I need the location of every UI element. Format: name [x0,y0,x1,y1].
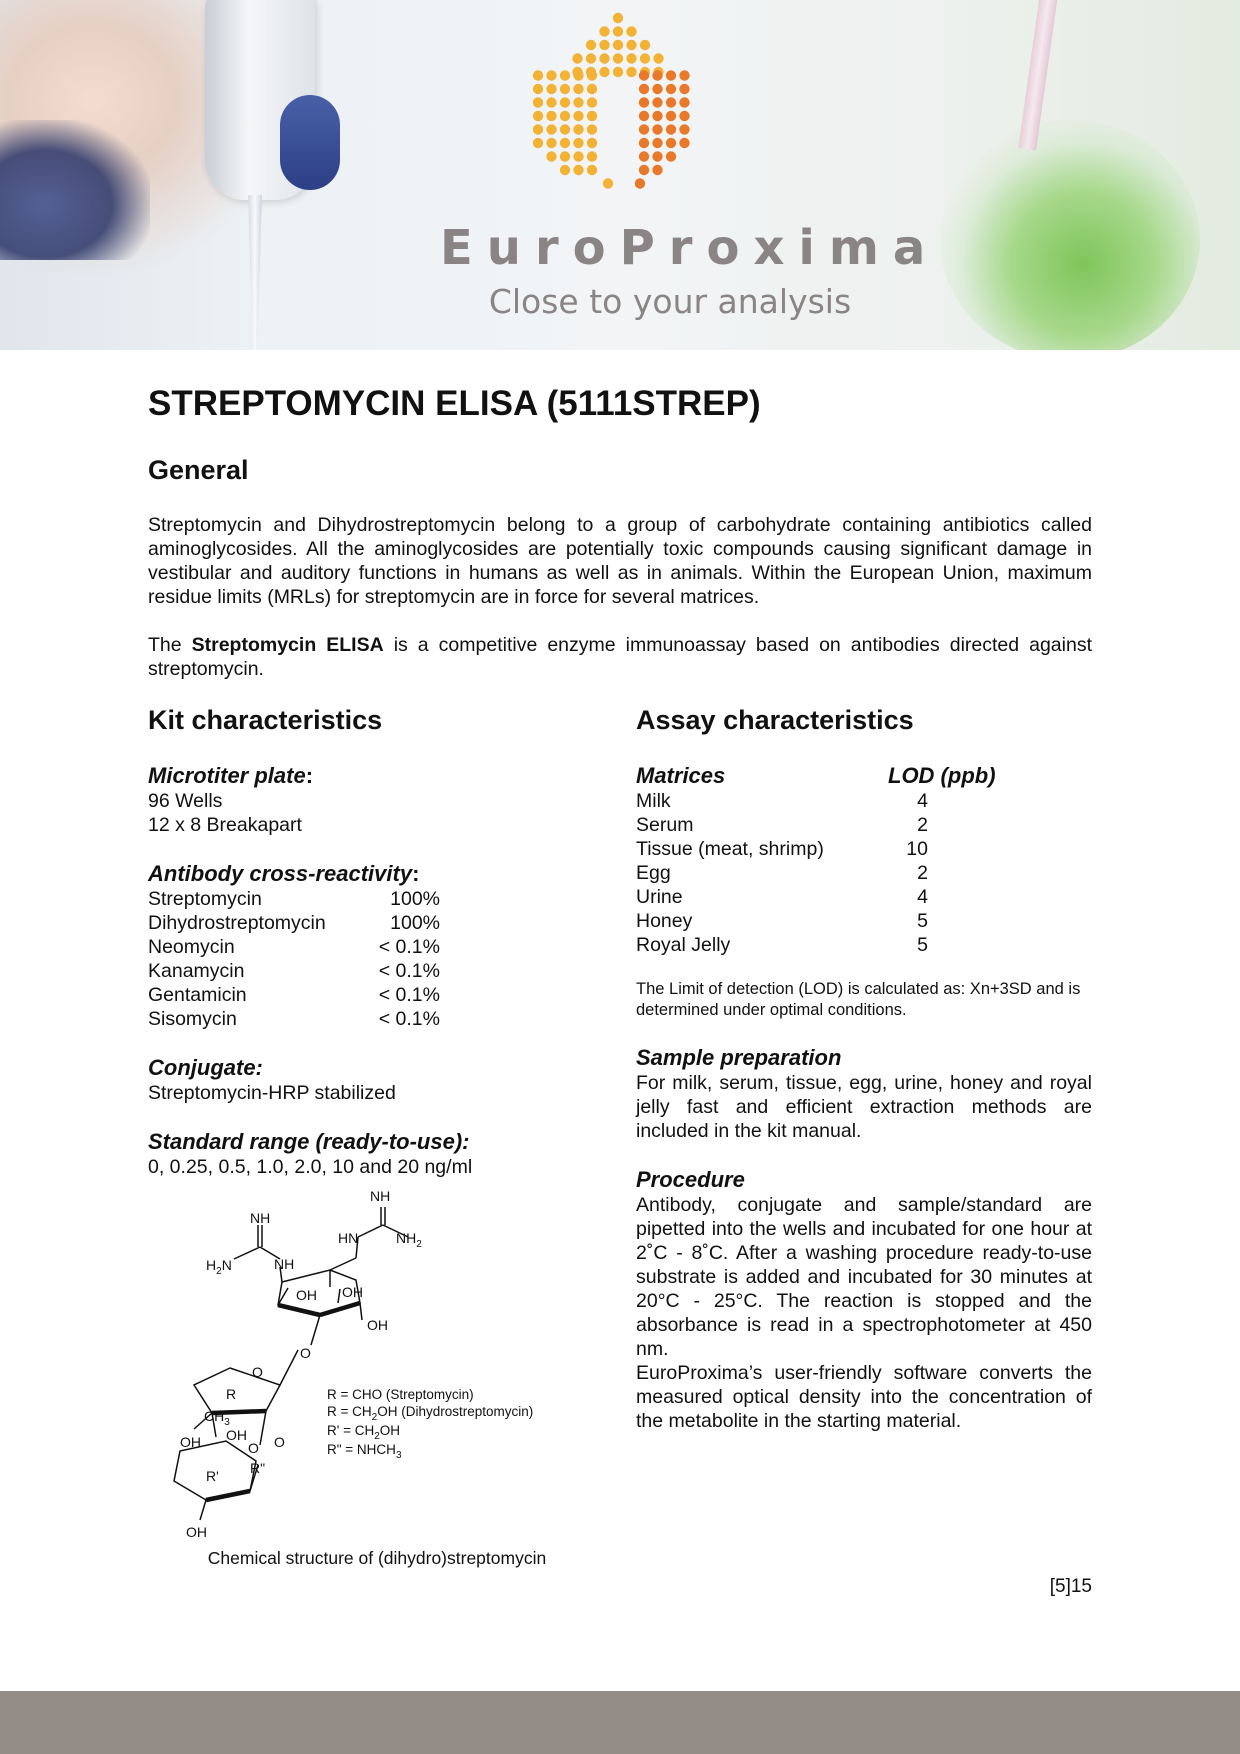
logo-dot [572,53,582,63]
logo-dot [613,53,623,63]
procedure-text-1: Antibody, conjugate and sample/standard are pipetted into the wells and incubated for one hour at 2˚C - 8˚C. After a washing procedure ready-to-use substrate is added and incubated for 30 minutes at 20°C - 25°C. The reaction is stopped and the absorbance is read in a spectrophotometer at 450 nm. [636,1194,1092,1360]
lod-table [636,789,928,957]
logo-dot [560,124,570,134]
matrix-name: Tissue (meat, shrimp) [636,838,824,860]
lod-column-header: LOD (ppb) [888,763,996,788]
logo-dot [546,84,556,94]
logo-dot [546,111,556,121]
struct-label: HN [338,1230,359,1246]
lod-value: 10 [906,838,928,860]
logo-dot [666,138,676,148]
logo-dot [613,40,623,50]
logo-dot [587,111,597,121]
table-row [148,935,440,959]
lod-value: 2 [917,814,928,836]
logo-dot [599,40,609,50]
logo-dot [587,165,597,175]
logo-dot [560,138,570,148]
conjugate-label: Conjugate: [148,1055,263,1080]
struct-label: R" [250,1460,266,1476]
lod-note: The Limit of detection (LOD) is calculated as: Xn+3SD and is determined under optimal conditions. [636,980,1081,1019]
logo-dot [533,70,543,80]
logo-dot [599,53,609,63]
struct-legend: R = CHO (Streptomycin) [327,1387,474,1402]
logo-dot [546,124,556,134]
logo-dot [666,151,676,161]
cr-value: < 0.1% [378,960,440,982]
logo-dot [652,84,662,94]
logo-dot [679,97,689,107]
logo-dot [560,84,570,94]
struct-label: $H_2N$ [206,1257,232,1277]
struct-label: OH [342,1284,363,1300]
struct-label: O [274,1434,285,1450]
struct-label: R' [206,1468,219,1484]
logo-dot [560,165,570,175]
assay-heading: Assay characteristics [636,705,914,735]
logo-dot [573,97,583,107]
struct-label: NH [370,1188,391,1204]
logo-dot [666,111,676,121]
logo-dot [587,97,597,107]
logo-dot [587,138,597,148]
logo-dot [533,111,543,121]
struct-label: O [300,1345,311,1361]
sample-preparation-heading: Sample preparation [636,1045,842,1070]
logo-dot [533,138,543,148]
logo-dot [546,151,556,161]
logo-dot [639,97,649,107]
cr-value: < 0.1% [378,984,440,1006]
cr-name: Gentamicin [148,984,247,1006]
logo-dot [679,111,689,121]
logo-dot [640,40,650,50]
struct-label: O [252,1364,263,1380]
logo-dot [652,70,662,80]
logo-dot [560,111,570,121]
logo-dot [639,165,649,175]
lod-value: 4 [917,790,928,812]
header-banner [0,0,1240,350]
logo-dot [679,84,689,94]
cr-value: 100% [390,912,440,934]
logo-dot [560,70,570,80]
lod-value: 5 [917,934,928,956]
brand-name: EuroProxima [440,220,940,276]
cr-name: Kanamycin [148,960,245,982]
logo-dot [639,70,649,80]
logo-dot [599,67,609,77]
logo-dot [652,138,662,148]
logo-dot [613,26,623,36]
brand-tagline: Close to your analysis [488,282,852,321]
logo-dot [613,67,623,77]
logo-dot [587,70,597,80]
logo-dot [573,111,583,121]
chemical-structure-image [170,1185,590,1545]
logo-dot [587,124,597,134]
table-row [636,789,928,813]
table-row [636,837,928,861]
page-title: STREPTOMYCIN ELISA (5111STREP) [148,384,761,423]
logo-dot [639,151,649,161]
struct-label: $CH_3$ [204,1408,230,1428]
struct-legend: $R' = CH_2OH$ [327,1423,401,1442]
logo-dot [652,97,662,107]
structure-caption: Chemical structure of (dihydro)streptomycin [207,1548,547,1568]
logo-dot [639,138,649,148]
conjugate-value: Streptomycin-HRP stabilized [148,1082,396,1104]
logo-dot [613,13,623,23]
microtiter-line-2: 12 x 8 Breakapart [148,814,302,836]
general-paragraph-1: Streptomycin and Dihydrostreptomycin belong to a group of carbohydrate containing antibiotics called aminoglycosides. All the aminoglycosides are potentially toxic compounds causing significant damage in vestibular and auditory functions in humans as well as in animals. Within the European Union, maximum residue limits (MRLs) for streptomycin are in force for several matrices. [148,514,1092,608]
logo-dot [599,26,609,36]
standard-range-label: Standard range (ready-to-use): [148,1129,470,1154]
matrices-column-header: Matrices [636,763,726,788]
table-row [636,933,928,957]
product-name: Streptomycin ELISA [191,634,384,656]
logo-dot [679,138,689,148]
logo-dot [639,111,649,121]
procedure-heading: Procedure [636,1167,745,1192]
table-row [148,959,440,983]
logo-dot [640,53,650,63]
struct-label: OH [186,1524,207,1540]
cr-name: Sisomycin [148,1008,237,1030]
logo-dot [652,165,662,175]
logo-dot [639,124,649,134]
lod-value: 5 [917,910,928,932]
struct-label: NH [274,1256,295,1272]
logo-dot [546,70,556,80]
struct-label: OH [226,1427,247,1443]
logo-dot [652,151,662,161]
logo-dot [666,97,676,107]
logo-dot [679,70,689,80]
general-heading: General [148,455,249,485]
logo-dot [679,124,689,134]
struct-label: O [248,1440,259,1456]
table-row [148,887,440,911]
logo-dot [666,84,676,94]
logo-dot [546,97,556,107]
logo-dot [626,40,636,50]
logo-dot [626,26,636,36]
microtiter-label: Microtiter plate: [148,763,314,788]
antibody-label: Antibody cross-reactivity: [148,861,420,886]
table-row [636,909,928,933]
standard-range-value: 0, 0.25, 0.5, 1.0, 2.0, 10 and 20 ng/ml [148,1156,473,1178]
table-row [148,911,440,935]
logo-dot [652,124,662,134]
table-row [148,983,440,1007]
logo-dot [586,53,596,63]
logo-dot [626,53,636,63]
cross-reactivity-table [148,887,440,1031]
matrix-name: Urine [636,886,683,908]
footer-bar [0,1691,1240,1754]
logo-dot [587,84,597,94]
struct-legend: R" = $NHCH_3$ [327,1442,402,1461]
table-row [148,1007,440,1031]
logo-dot [626,67,636,77]
cr-name: Dihydrostreptomycin [148,912,326,934]
logo-dot [666,70,676,80]
logo-dot [533,124,543,134]
general-paragraph-2: The Streptomycin ELISA is a competitive enzyme immunoassay based on antibodies directed against streptomycin. [148,634,1092,680]
logo-dot [533,84,543,94]
kit-heading: Kit characteristics [148,705,383,735]
logo-dot [639,84,649,94]
table-row [636,861,928,885]
cr-value: < 0.1% [378,1008,440,1030]
struct-label: NH [250,1210,271,1226]
struct-label: $NH_2$ [396,1230,422,1250]
matrix-name: Egg [636,862,671,884]
logo-dot [635,178,645,188]
lod-value: 4 [917,886,928,908]
table-row [636,813,928,837]
logo-dot [653,53,663,63]
microtiter-line-1: 96 Wells [148,790,223,812]
logo-dot [652,111,662,121]
cr-name: Neomycin [148,936,235,958]
struct-legend: $R = CH_2OH$ (Dihydrostreptomycin) [327,1404,534,1423]
logo-dot [573,151,583,161]
lod-value: 2 [917,862,928,884]
logo-dot [573,124,583,134]
logo-dot [586,40,596,50]
logo-dot [533,97,543,107]
struct-label: OH [180,1434,201,1450]
logo-dot [560,151,570,161]
logo-dot [603,178,613,188]
cr-value: 100% [390,888,440,910]
page-number: [5]15 [1049,1576,1092,1597]
struct-label: OH [296,1287,317,1303]
logo-dot [573,84,583,94]
logo-dot [546,138,556,148]
struct-label: OH [367,1317,388,1333]
table-row [636,885,928,909]
matrix-name: Royal Jelly [636,934,731,956]
matrix-name: Honey [636,910,693,932]
logo-dot [666,124,676,134]
procedure-text-2: EuroProxima’s user-friendly software converts the measured optical density into the concentration of the metabolite in the starting material. [636,1362,1092,1432]
cr-value: < 0.1% [378,936,440,958]
logo-dot [560,97,570,107]
logo-dot [573,70,583,80]
sample-preparation-text: For milk, serum, tissue, egg, urine, honey and royal jelly fast and efficient extraction methods are included in the kit manual. [636,1072,1092,1142]
logo-dot [573,138,583,148]
logo-dot [587,151,597,161]
matrix-name: Serum [636,814,694,836]
matrix-name: Milk [636,790,671,812]
struct-label: R [226,1386,237,1402]
logo-dot [573,165,583,175]
cr-name: Streptomycin [148,888,262,910]
